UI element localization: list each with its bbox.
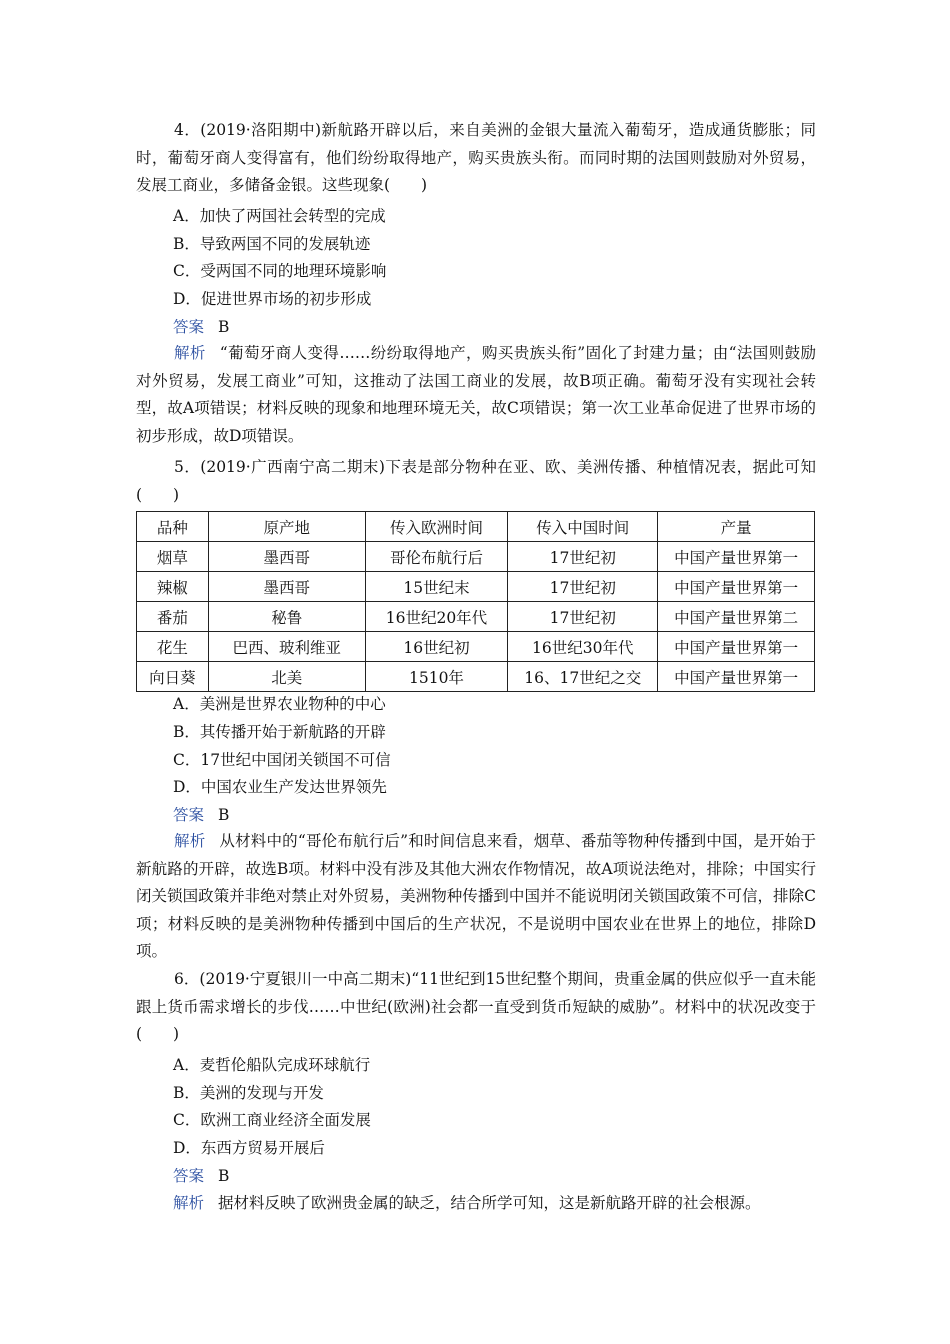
question-4-option-a: A．加快了两国社会转型的完成 [173, 207, 386, 225]
table-cell: 辣椒 [137, 572, 209, 602]
answer-label: 答案 [173, 1167, 205, 1185]
question-6-answer [173, 1166, 229, 1186]
table-header-row [137, 512, 815, 542]
question-6-option-b: B．美洲的发现与开发 [173, 1084, 324, 1102]
question-4-analysis [136, 340, 816, 450]
table-header-cell: 品种 [137, 512, 209, 542]
table-cell: 15世纪末 [365, 572, 508, 602]
answer-value: B [218, 318, 230, 336]
table-row [137, 662, 815, 692]
table-cell: 17世纪初 [508, 602, 658, 632]
question-5-option-c: C．17世纪中国闭关锁国不可信 [173, 751, 391, 769]
table-row [137, 632, 815, 662]
question-5-analysis [136, 828, 816, 966]
table-cell: 1510年 [365, 662, 508, 692]
table-cell: 17世纪初 [508, 572, 658, 602]
table-cell: 中国产量世界第一 [658, 572, 815, 602]
table-row [137, 572, 815, 602]
table-cell: 墨西哥 [208, 572, 365, 602]
table-cell: 16世纪20年代 [365, 602, 508, 632]
question-6-option-c: C．欧洲工商业经济全面发展 [173, 1111, 371, 1129]
table-cell: 北美 [208, 662, 365, 692]
table-cell: 16、17世纪之交 [508, 662, 658, 692]
table-cell: 16世纪初 [365, 632, 508, 662]
table-cell: 17世纪初 [508, 542, 658, 572]
question-5-option-b: B．其传播开始于新航路的开辟 [173, 723, 386, 741]
table-cell: 中国产量世界第一 [658, 632, 815, 662]
table-cell: 巴西、玻利维亚 [208, 632, 365, 662]
table-row [137, 602, 815, 632]
species-table [136, 511, 815, 692]
answer-label: 答案 [173, 318, 205, 336]
answer-value: B [218, 1167, 230, 1185]
table-cell: 向日葵 [137, 662, 209, 692]
table-row [137, 542, 815, 572]
table-cell: 烟草 [137, 542, 209, 572]
analysis-label: 解析 [174, 344, 206, 362]
table-header-cell: 传入中国时间 [508, 512, 658, 542]
table-cell: 墨西哥 [208, 542, 365, 572]
question-4-answer [173, 317, 229, 337]
question-4-option-b: B．导致两国不同的发展轨迹 [173, 235, 371, 253]
table-header-cell: 产量 [658, 512, 815, 542]
analysis-label: 解析 [173, 1194, 205, 1212]
question-6-stem: 6．(2019·宁夏银川一中高二期末)“11世纪到15世纪整个期间，贵重金属的供应似乎一直未能跟上货币需求增长的步伐……中世纪(欧洲)社会都一直受到货币短缺的威胁”。材料中的状况改变于( ) [136, 970, 816, 1044]
analysis-label: 解析 [174, 832, 206, 850]
question-6-option-a: A．麦哲伦船队完成环球航行 [173, 1056, 371, 1074]
question-5-option-d: D．中国农业生产发达世界领先 [173, 778, 387, 796]
answer-label: 答案 [173, 806, 205, 824]
answer-value: B [218, 806, 230, 824]
question-4-stem: 4．(2019·洛阳期中)新航路开辟以后，来自美洲的金银大量流入葡萄牙，造成通货膨胀；同时，葡萄牙商人变得富有，他们纷纷取得地产，购买贵族头衔。而同时期的法国则鼓励对外贸易，发展工商业，多储备金银。这些现象( ) [136, 121, 816, 195]
analysis-text: 从材料中的“哥伦布航行后”和时间信息来看，烟草、番茄等物种传播到中国，是开始于新航路的开辟，故选B项。材料中没有涉及其他大洲农作物情况，故A项说法绝对，排除；中国实行闭关锁国政策并非绝对禁止对外贸易，美洲物种传播到中国并不能说明闭关锁国政策不可信，排除C项；材料反映的是美洲物种传播到中国后的生产状况，不是说明中国农业在世界上的地位，排除D项。 [136, 832, 816, 961]
question-5-answer [173, 805, 229, 825]
table-header-cell: 原产地 [208, 512, 365, 542]
analysis-text: 据材料反映了欧洲贵金属的缺乏，结合所学可知，这是新航路开辟的社会根源。 [218, 1194, 761, 1212]
question-6-option-d: D．东西方贸易开展后 [173, 1139, 325, 1157]
question-5-option-a: A．美洲是世界农业物种的中心 [173, 695, 386, 713]
analysis-text: “葡萄牙商人变得……纷纷取得地产，购买贵族头衔”固化了封建力量；由“法国则鼓励对外贸易，发展工商业”可知，这推动了法国工商业的发展，故B项正确。葡萄牙没有实现社会转型，故A项错误；材料反映的现象和地理环境无关，故C项错误；第一次工业革命促进了世界市场的初步形成，故D项错误。 [136, 344, 816, 445]
table-cell: 花生 [137, 632, 209, 662]
question-5-stem: 5．(2019·广西南宁高二期末)下表是部分物种在亚、欧、美洲传播、种植情况表，据此可知( ) [136, 458, 816, 504]
table-cell: 秘鲁 [208, 602, 365, 632]
table-cell: 中国产量世界第二 [658, 602, 815, 632]
question-4-option-c: C．受两国不同的地理环境影响 [173, 262, 387, 280]
question-6-analysis [173, 1193, 761, 1213]
question-4-option-d: D．促进世界市场的初步形成 [173, 290, 372, 308]
table-header-cell: 传入欧洲时间 [365, 512, 508, 542]
table-cell: 中国产量世界第一 [658, 542, 815, 572]
table-cell: 16世纪30年代 [508, 632, 658, 662]
table-cell: 哥伦布航行后 [365, 542, 508, 572]
table-cell: 番茄 [137, 602, 209, 632]
table-cell: 中国产量世界第一 [658, 662, 815, 692]
